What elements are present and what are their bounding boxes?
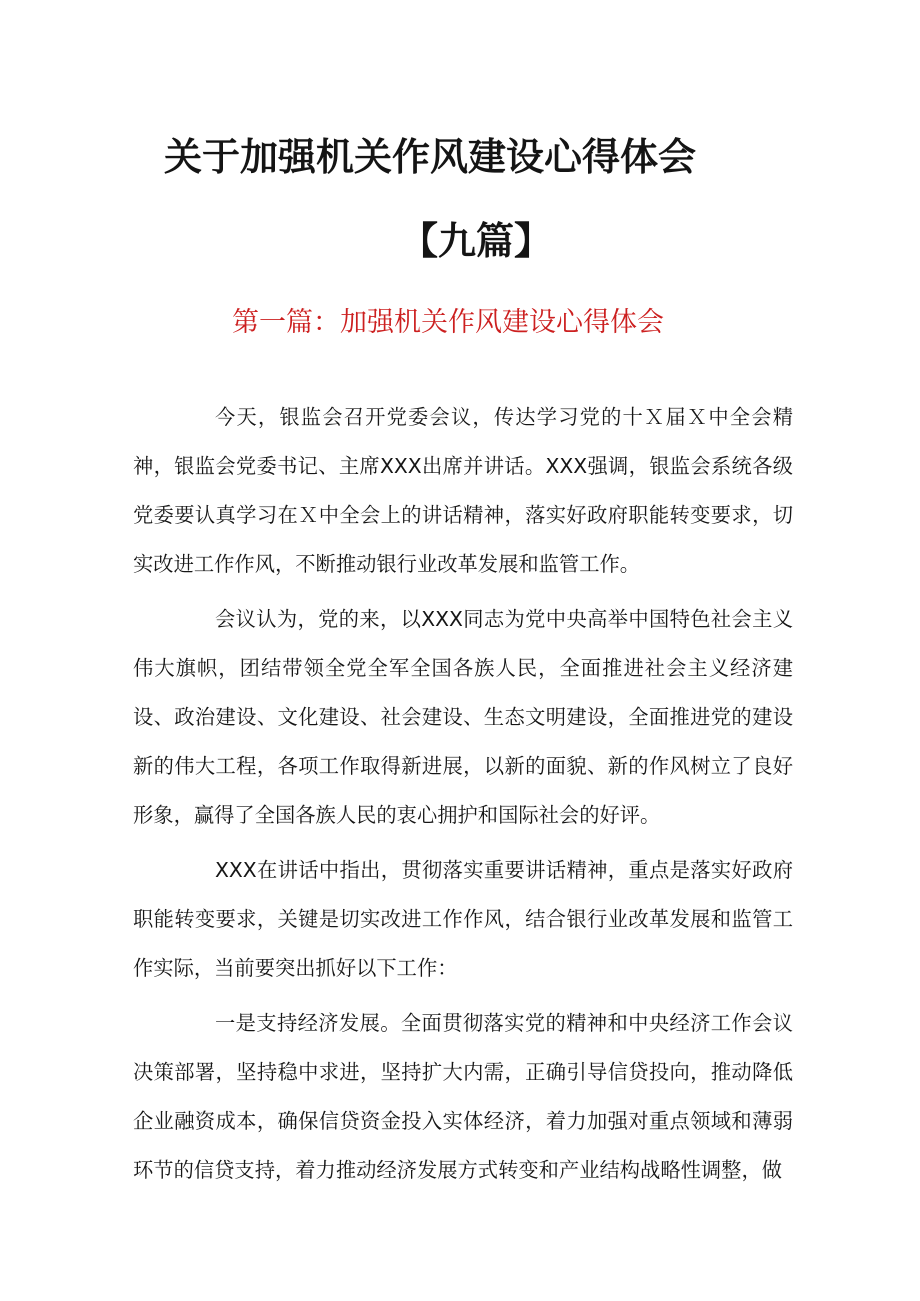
document-title: 关于加强机关作风建设心得体会 xyxy=(164,135,697,179)
paragraph-4: 一是支持经济发展。全面贯彻落实党的精神和中央经济工作会议决策部署，坚持稳中求进，坚持扩大内需，正确引导信贷投向，推动降低企业融资成本，确保信贷资金投入实体经济，着力加强对重点领域和薄弱环节的信贷支持，着力推动经济发展方式转变和产业结构战略性调整，做 xyxy=(133,1011,793,1182)
paragraph-1: 今天，银监会召开党委会议，传达学习党的十Ｘ届Ｘ中全会精神，银监会党委书记、主席XXX出席并讲话。XXX强调，银监会系统各级党委要认真学习在Ｘ中全会上的讲话精神，落实好政府职能转变要求，切实改进工作作风，不断推动银行业改革发展和监管工作。 xyxy=(133,405,793,576)
section-heading: 第一篇：加强机关作风建设心得体会 xyxy=(232,307,664,338)
paragraph-3: XXX在讲话中指出，贯彻落实重要讲话精神，重点是落实好政府职能转变要求，关键是切实改进工作作风，结合银行业改革发展和监管工作实际，当前要突出抓好以下工作： xyxy=(133,858,793,980)
body-text xyxy=(133,393,793,1201)
document-title-subtitle: 【九篇】 xyxy=(400,219,553,263)
paragraph-2: 会议认为，党的来，以XXX同志为党中央高举中国特色社会主义伟大旗帜，团结带领全党全军全国各族人民，全面推进社会主义经济建设、政治建设、文化建设、社会建设、生态文明建设，全面推进党的建设新的伟大工程，各项工作取得新进展，以新的面貌、新的作风树立了良好形象，赢得了全国各族人民的衷心拥护和国际社会的好评。 xyxy=(133,607,793,827)
